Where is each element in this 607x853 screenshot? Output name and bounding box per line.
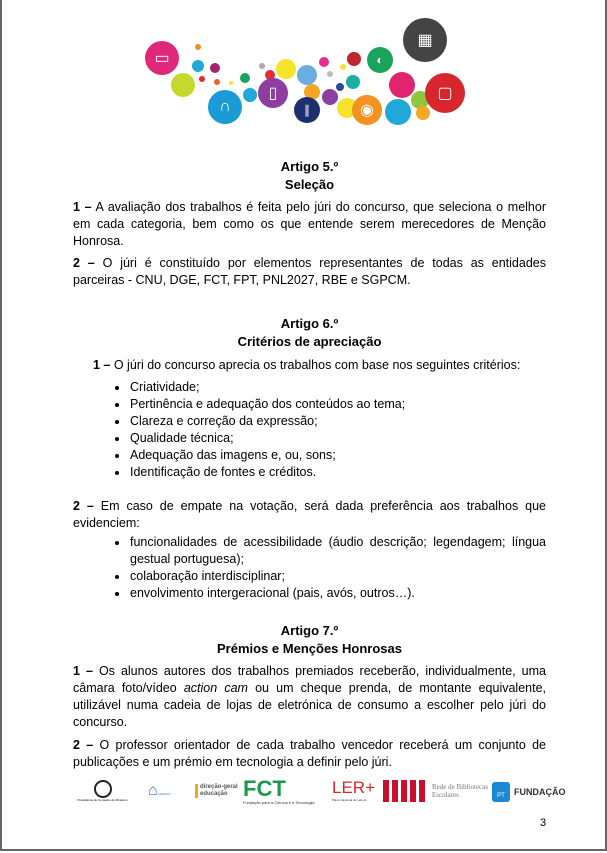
article-title: Artigo 7.º xyxy=(280,623,339,638)
list-item: Criatividade; xyxy=(73,379,546,396)
partner-logos xyxy=(0,778,607,818)
tiebreak-list xyxy=(73,534,546,602)
article-subtitle: Critérios de apreciação xyxy=(237,334,382,349)
camera-icon: ◉ xyxy=(352,95,382,125)
computer-icon: ▭ xyxy=(145,41,179,75)
list-item: Qualidade técnica; xyxy=(73,430,546,447)
list-item: Identificação de fontes e créditos. xyxy=(73,464,546,481)
clapperboard-icon: ▦ xyxy=(403,18,447,62)
document-body xyxy=(73,158,546,771)
headphones-icon: ∩ xyxy=(208,90,242,124)
article6-heading xyxy=(73,315,546,351)
fct-logo: FCT Fundação para a Ciência e a Tecnologia xyxy=(243,776,315,805)
article-title: Artigo 5.º xyxy=(280,159,339,174)
books-icon: ∥ xyxy=(294,97,320,123)
film-icon: ▯ xyxy=(258,78,288,108)
article7-paragraph-1: 1 – Os alunos autores dos trabalhos premiados receberão, individualmente, uma câmara foto/vídeo action cam ou um cheque prenda, de montante equivalente, utilizável numa cadeia de lojas de eletrónica de consumo a escolher pelo júri do concurso. xyxy=(73,664,547,729)
article-title: Artigo 6.º xyxy=(280,316,339,331)
list-item: funcionalidades de acessibilidade (áudio descrição; legendagem; língua gestual portuguesa); xyxy=(73,534,546,568)
dge-logo: direção-geral educação xyxy=(195,784,238,798)
list-item: envolvimento intergeracional (pais, avós, outros…). xyxy=(73,585,546,602)
list-item: Adequação das imagens e, ou, sons; xyxy=(73,447,546,464)
page-number: 3 xyxy=(540,817,547,829)
criteria-list xyxy=(73,379,546,481)
article5-heading xyxy=(73,158,546,194)
pnl-logo: LER+ Plano Nacional de Leitura xyxy=(332,778,375,802)
article6-paragraph-2: 2 – Em caso de empate na votação, será dada preferência aos trabalhos que evidenciem: xyxy=(73,499,546,530)
rbe-logo: Rede de Bibliotecas Escolares xyxy=(383,780,492,802)
unesco-logo: ⌂UNESCO xyxy=(148,782,171,799)
article5-paragraph-1: 1 – A avaliação dos trabalhos é feita pelo júri do concurso, que seleciona o melhor em cada categoria, bem como os que entende serem merecedores de Menção Honrosa. xyxy=(73,200,546,248)
satellite-dish-icon: ◐ xyxy=(367,47,393,73)
list-item: Pertinência e adequação dos conteúdos ao tema; xyxy=(73,396,546,413)
article-subtitle: Prémios e Menções Honrosas xyxy=(217,641,402,656)
article-subtitle: Seleção xyxy=(284,177,335,192)
article5-paragraph-2: 2 – O júri é constituído por elementos representantes de todas as entidades parceiras - CNU, DGE, FCT, FPT, PNL2027, RBE e SGPCM. xyxy=(73,256,546,287)
article7-heading xyxy=(73,622,546,658)
pcm-logo: Presidência do Conselho de Ministros xyxy=(75,780,130,802)
coat-of-arms-icon xyxy=(94,780,112,798)
fpt-logo: PT FUNDAÇÃO xyxy=(492,782,566,802)
article7-paragraph-2: 2 – O professor orientador de cada trabalho vencedor receberá um conjunto de publicações e um prémio em tecnologia a definir pelo júri. xyxy=(73,738,546,769)
article6-paragraph-1: 1 – O júri do concurso aprecia os trabalhos com base nos seguintes critérios: xyxy=(93,358,521,372)
list-item: Clareza e correção da expressão; xyxy=(73,413,546,430)
tv-icon: ▢ xyxy=(425,73,465,113)
list-item: colaboração interdisciplinar; xyxy=(73,568,546,585)
